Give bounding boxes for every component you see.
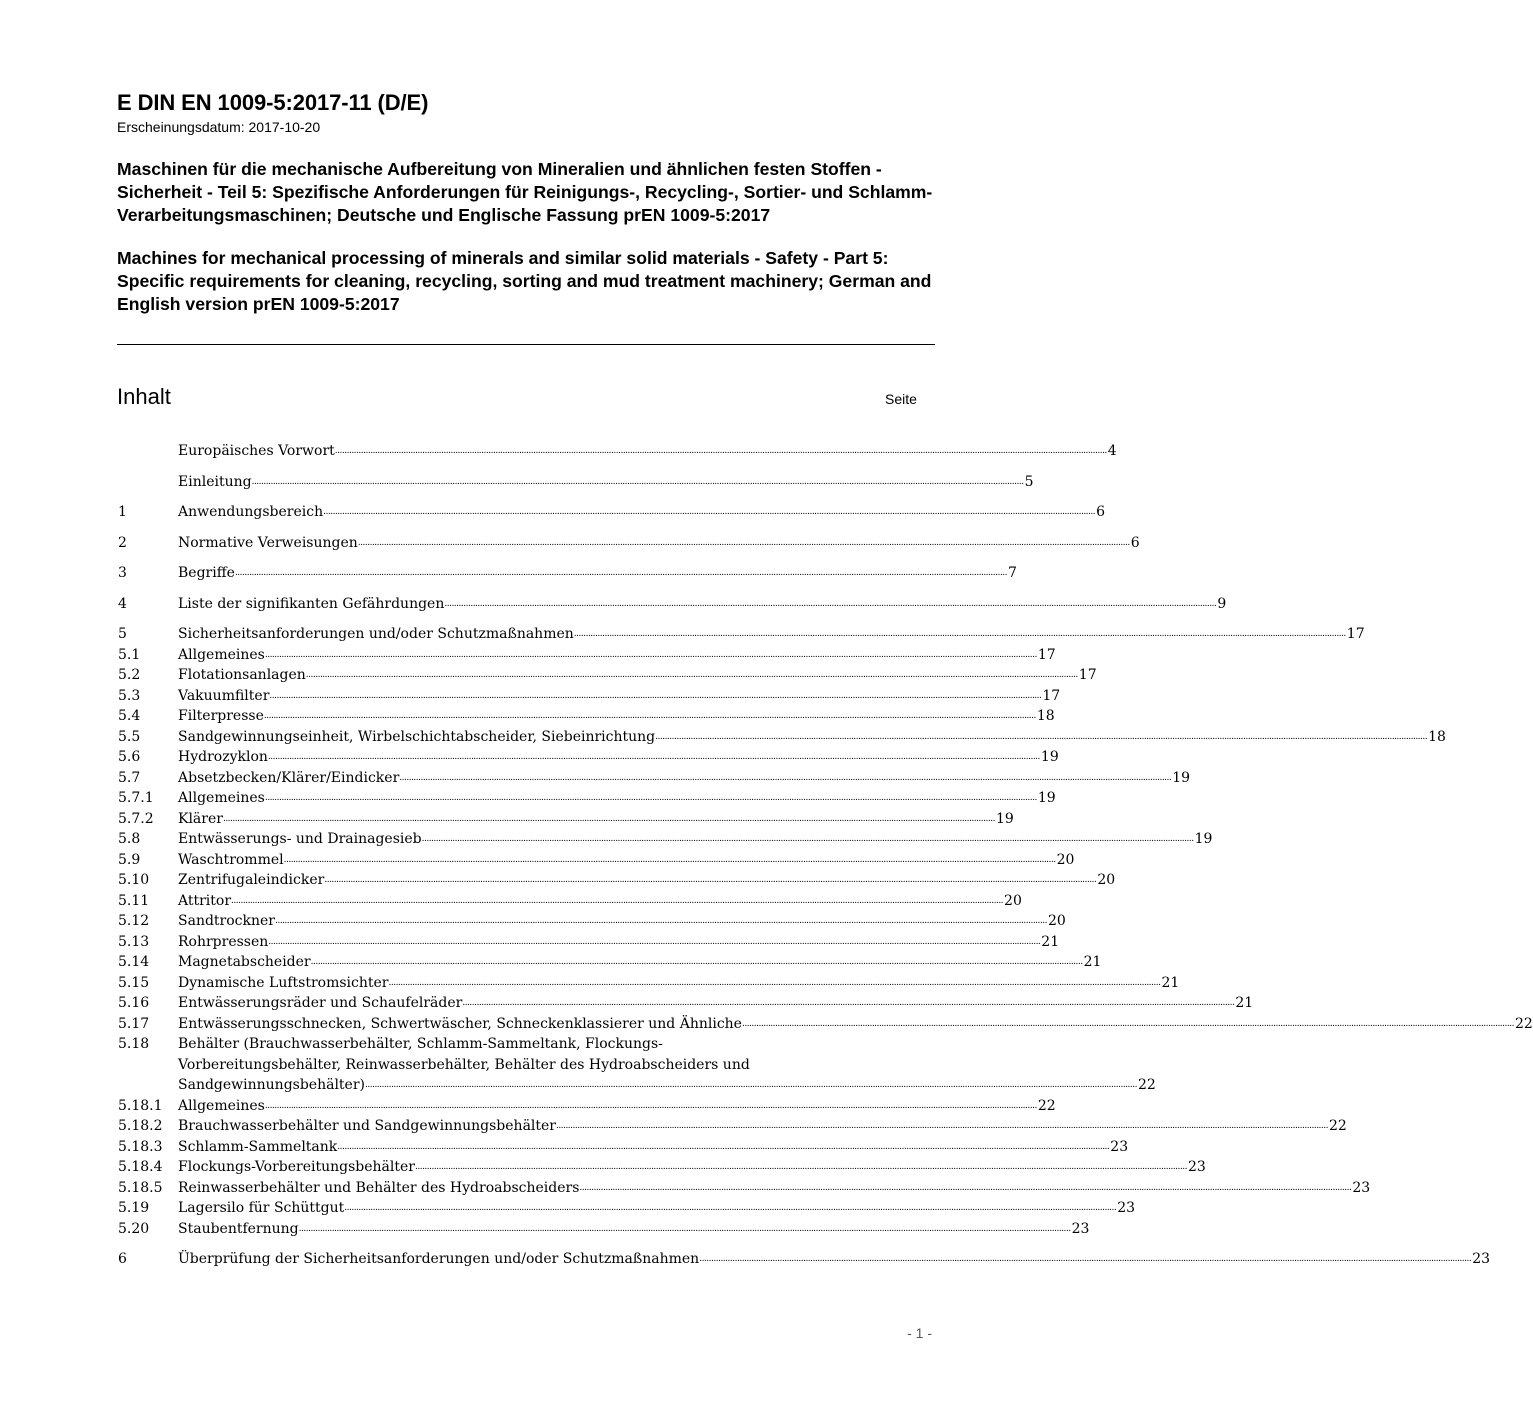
toc-entry-title: Überprüfung der Sicherheitsanforderungen und/oder Schutzmaßnahmen: [178, 1251, 700, 1267]
toc-entry-number: 5.15: [118, 974, 150, 991]
toc-entry[interactable]: [118, 891, 1022, 912]
toc-entry-title: Flockungs-Vorbereitungsbehälter: [178, 1159, 415, 1175]
toc-entry-title: Staubentfernung: [178, 1220, 299, 1237]
toc-leader-dots: [344, 1198, 1116, 1219]
toc-entry-title: Reinwasserbehälter und Behälter des Hydroabscheiders: [178, 1179, 580, 1196]
toc-entry-page: 17: [1346, 626, 1365, 642]
toc-entry-title: Liste der signifikanten Gefährdungen: [178, 595, 445, 612]
toc-leader-dots: [655, 727, 1427, 748]
toc-entry-title: Zentrifugaleindicker: [178, 872, 325, 888]
toc-entry-title: Allgemeines: [178, 790, 265, 806]
toc-leader-dots: [337, 1137, 1109, 1158]
toc-entry-number: 5.18: [118, 1036, 150, 1052]
toc-entry[interactable]: [118, 1178, 1371, 1199]
toc-entry-number: 5.20: [118, 1220, 150, 1237]
toc-leader-dots: [444, 594, 1216, 615]
toc-entry-number: 5.18.3: [118, 1138, 163, 1155]
toc-entry[interactable]: [118, 1014, 1533, 1035]
toc-leader-dots: [556, 1116, 1328, 1137]
toc-entry-page: 21: [1235, 995, 1254, 1011]
toc-leader-dots: [299, 1219, 1071, 1240]
toc-entry-page: 21: [1083, 954, 1102, 970]
toc-entry-title: Vakuumfilter: [178, 687, 270, 704]
toc-entry-page: 21: [1161, 974, 1180, 991]
toc-leader-dots: [231, 891, 1003, 912]
toc-entry-page: 22: [1514, 1015, 1533, 1032]
document-id: E DIN EN 1009-5:2017-11 (D/E): [117, 90, 429, 115]
toc-entry-number: 6: [118, 1251, 127, 1267]
toc-entry-title: Entwässerungsschnecken, Schwertwäscher, Schneckenklassierer und Ähnliche: [178, 1015, 742, 1032]
toc-entry-page: 23: [1472, 1251, 1491, 1267]
toc-entry-number: 5.7.2: [118, 810, 154, 827]
toc-leader-dots: [268, 932, 1040, 953]
toc-entry-page: 7: [1007, 565, 1017, 581]
toc-entry-title-line: Behälter (Brauchwasserbehälter, Schlamm-Sammeltank, Flockungs-: [178, 1036, 663, 1052]
toc-entry[interactable]: [118, 472, 1034, 493]
toc-entry-page: 22: [1329, 1118, 1347, 1134]
toc-entry-number: 5: [118, 626, 127, 642]
toc-entry-page: 17: [1037, 646, 1056, 663]
toc-entry-page: 23: [1352, 1179, 1371, 1196]
toc-entry[interactable]: [118, 502, 1106, 523]
toc-entry[interactable]: [118, 993, 1254, 1014]
toc-entry-title: Waschtrommel: [178, 851, 284, 868]
toc-entry-number: 5.12: [118, 913, 150, 929]
toc-entry[interactable]: [118, 1096, 1056, 1117]
toc-leader-dots: [335, 441, 1107, 462]
page-number: - 1 -: [907, 1325, 932, 1341]
toc-leader-dots: [264, 706, 1036, 727]
toc-entry-page: 6: [1096, 504, 1106, 520]
toc-entry[interactable]: [118, 809, 1014, 830]
toc-entry[interactable]: [118, 911, 1066, 932]
toc-leader-dots: [462, 993, 1234, 1014]
toc-entry[interactable]: [118, 686, 1061, 707]
toc-entry[interactable]: [118, 829, 1213, 850]
toc-entry-number: 5.7.1: [118, 790, 154, 806]
toc-entry-page: 19: [1172, 769, 1191, 786]
toc-entry-number: 3: [118, 565, 127, 581]
toc-entry-page: 23: [1117, 1200, 1136, 1216]
toc-entry-title: Einleitung: [178, 473, 252, 490]
toc-leader-dots: [699, 1249, 1471, 1270]
title-english: Machines for mechanical processing of minerals and similar solid materials - Safety - Part 5: Specific requirements for cleaning, recycling, sorting and mud treatment machinery; German and English version prEN 1009-5:2017: [117, 248, 932, 314]
toc-entry-number: 5.3: [118, 687, 141, 704]
toc-leader-dots: [365, 1075, 1137, 1096]
toc-entry[interactable]: [118, 952, 1102, 973]
toc-entry-page: 4: [1107, 443, 1117, 459]
toc-leader-dots: [579, 1178, 1351, 1199]
toc-leader-dots: [252, 472, 1024, 493]
toc-entry-title: Dynamische Luftstromsichter: [178, 974, 389, 991]
toc-entry-page: 19: [1194, 831, 1213, 847]
toc-leader-dots: [742, 1014, 1514, 1035]
toc-entry-number: 5.1: [118, 646, 141, 663]
publication-date: Erscheinungsdatum: 2017-10-20: [117, 119, 321, 135]
toc-entry-title: Rohrpressen: [178, 933, 269, 950]
toc-entry-title: Lagersilo für Schüttgut: [178, 1200, 345, 1216]
toc-entry[interactable]: [118, 870, 1116, 891]
toc-entry-number: 5.11: [118, 892, 150, 909]
toc-entry-number: 5.4: [118, 708, 141, 724]
toc-leader-dots: [324, 870, 1096, 891]
toc-leader-dots: [284, 850, 1056, 871]
toc-leader-dots: [268, 747, 1040, 768]
toc-entry-title: Magnetabscheider: [178, 954, 311, 970]
toc-entry-page: 20: [1047, 913, 1066, 929]
toc-entry[interactable]: [118, 563, 1017, 584]
toc-entry-title: Begriffe: [178, 565, 235, 581]
toc-entry-title: Brauchwasserbehälter und Sandgewinnungsbehälter: [178, 1118, 556, 1134]
toc-entry[interactable]: [118, 1198, 1136, 1219]
toc-entry-page: 18: [1428, 728, 1446, 745]
toc-entry-number: 5.16: [118, 995, 150, 1011]
toc-entry[interactable]: [118, 533, 1140, 554]
toc-entry-title: Hydrozyklon: [178, 749, 268, 765]
toc-entry-title: Klärer: [178, 810, 223, 827]
toc-entry-page: 17: [1042, 687, 1061, 704]
toc-leader-dots: [235, 563, 1007, 584]
toc-leader-dots: [574, 624, 1346, 645]
toc-entry-page: 18: [1036, 708, 1055, 724]
toc-entry[interactable]: [118, 747, 1059, 768]
toc-leader-dots: [358, 533, 1130, 554]
toc-entry-title: Flotationsanlagen: [178, 667, 306, 683]
toc-entry-number: 5.19: [118, 1200, 150, 1216]
toc-entry[interactable]: [118, 768, 1191, 789]
toc-entry-title: Sandgewinnungsbehälter): [178, 1077, 365, 1093]
toc-entry-number: 2: [118, 534, 127, 551]
toc-entry[interactable]: [118, 645, 1056, 666]
toc-entry-page: 20: [1004, 892, 1022, 909]
toc-leader-dots: [415, 1157, 1187, 1178]
toc-entry-title: Sicherheitsanforderungen und/oder Schutzmaßnahmen: [178, 626, 574, 642]
toc-leader-dots: [265, 645, 1037, 666]
toc-page-column-label: Seite: [885, 391, 917, 407]
toc-entry-page: 6: [1130, 534, 1140, 551]
table-of-contents: [118, 441, 1533, 1270]
toc-entry[interactable]: [118, 850, 1075, 871]
toc-entry-title: Sandgewinnungseinheit, Wirbelschichtabscheider, Siebeinrichtung: [178, 728, 656, 745]
toc-entry-page: 22: [1138, 1077, 1156, 1093]
toc-entry[interactable]: [118, 706, 1055, 727]
toc-entry[interactable]: [118, 1137, 1129, 1158]
toc-entry-page: 9: [1217, 595, 1227, 612]
toc-entry-title: Entwässerungs- und Drainagesieb: [178, 831, 422, 847]
toc-entry-title: Absetzbecken/Klärer/Eindicker: [178, 769, 400, 786]
toc-leader-dots: [323, 502, 1095, 523]
toc-entry-number: 5.13: [118, 933, 150, 950]
toc-leader-dots: [223, 809, 995, 830]
toc-entry-number: 5.18.1: [118, 1097, 163, 1114]
toc-entry-title: Europäisches Vorwort: [178, 443, 335, 459]
toc-leader-dots: [265, 1096, 1037, 1117]
toc-entry-page: 21: [1041, 933, 1060, 950]
document-header: [117, 90, 935, 316]
toc-entry-title: Allgemeines: [178, 646, 265, 663]
toc-entry-number: 5.6: [118, 749, 141, 765]
toc-entry-number: 5.7: [118, 769, 141, 786]
toc-entry[interactable]: [118, 624, 1365, 645]
toc-leader-dots: [275, 911, 1047, 932]
toc-entry-page: 19: [1040, 749, 1059, 765]
toc-entry-title: Sandtrockner: [178, 913, 275, 929]
title-divider: [117, 344, 935, 345]
toc-leader-dots: [399, 768, 1171, 789]
toc-entry-page: 19: [995, 810, 1014, 827]
toc-leader-dots: [422, 829, 1194, 850]
toc-leader-dots: [306, 665, 1078, 686]
toc-entry-title: Allgemeines: [178, 1097, 265, 1114]
toc-entry-number: 1: [118, 504, 127, 520]
toc-entry-number: 5.8: [118, 831, 141, 847]
toc-entry-title: Filterpresse: [178, 708, 264, 724]
toc-entry-page: 20: [1056, 851, 1075, 868]
title-german: Maschinen für die mechanische Aufbereitung von Mineralien und ähnlichen festen Stoffen - Sicherheit - Teil 5: Spezifische Anforderungen für Reinigungs-, Recycling-, Sortier- und Schlamm-Verarbeitungsmaschinen; Deutsche und Englische Fassung prEN 1009-5:2017: [117, 159, 933, 225]
toc-entry-number: 5.18.2: [118, 1118, 163, 1134]
toc-entry-number: 4: [118, 595, 127, 612]
toc-leader-dots: [265, 788, 1037, 809]
toc-entry[interactable]: [118, 1219, 1090, 1240]
toc-entry-title: Attritor: [178, 892, 232, 909]
toc-entry-number: 5.10: [118, 872, 150, 888]
toc-entry-page: 23: [1110, 1138, 1129, 1155]
toc-entry-page: 17: [1078, 667, 1097, 683]
toc-entry[interactable]: [118, 594, 1227, 615]
toc-leader-dots: [311, 952, 1083, 973]
toc-entry-number: 5.17: [118, 1015, 150, 1032]
toc-entry[interactable]: [118, 973, 1180, 994]
toc-entry[interactable]: [118, 788, 1056, 809]
toc-entry-number: 5.9: [118, 851, 141, 868]
toc-entry[interactable]: [118, 1157, 1206, 1178]
toc-entry-title: Schlamm-Sammeltank: [178, 1138, 338, 1155]
toc-entry-title-line: Vorbereitungsbehälter, Reinwasserbehälter, Behälter des Hydroabscheiders und: [178, 1056, 750, 1073]
toc-entry[interactable]: [118, 932, 1060, 953]
toc-leader-dots: [269, 686, 1041, 707]
toc-entry-number: 5.18.5: [118, 1179, 163, 1196]
toc-entry[interactable]: [118, 1034, 1156, 1096]
toc-entry-number: 5.2: [118, 667, 141, 683]
toc-entry[interactable]: [118, 665, 1097, 686]
toc-entry-number: 5.5: [118, 728, 141, 745]
toc-heading: Inhalt: [117, 384, 171, 409]
toc-entry-title: Entwässerungsräder und Schaufelräder: [178, 995, 463, 1011]
toc-entry[interactable]: [118, 1249, 1491, 1270]
toc-entry-page: 22: [1037, 1097, 1056, 1114]
toc-entry-number: 5.14: [118, 954, 150, 970]
toc-entry-page: 5: [1024, 473, 1034, 490]
toc-entry-page: 23: [1071, 1220, 1090, 1237]
toc-entry-page: 20: [1097, 872, 1116, 888]
toc-entry-number: 5.18.4: [118, 1159, 163, 1175]
toc-entry[interactable]: [118, 441, 1117, 462]
toc-entry-title: Normative Verweisungen: [178, 534, 358, 551]
toc-entry-page: 23: [1187, 1159, 1206, 1175]
toc-entry[interactable]: [118, 1116, 1347, 1137]
toc-entry-page: 19: [1037, 790, 1056, 806]
toc-entry[interactable]: [118, 727, 1446, 748]
toc-entry-title: Anwendungsbereich: [178, 504, 324, 520]
toc-leader-dots: [388, 973, 1160, 994]
